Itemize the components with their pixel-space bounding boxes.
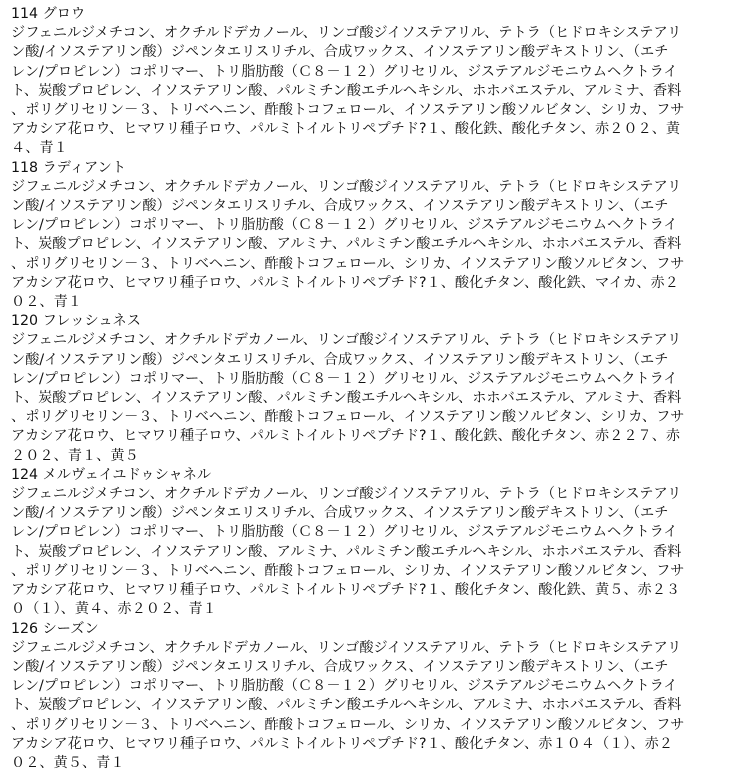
- product-title: 124 メルヴェイユドゥシャネル: [11, 466, 739, 485]
- product-ingredients: ジフェニルジメチコン、オクチルドデカノール、リンゴ酸ジイソステアリル、テトラ（ヒドロキシステアリ ン酸/イソステアリン酸）ジペンタエリスリチル、合成ワックス、イソステアリン酸デキストリン、（エチ レン/プロピレン）コポリマー、トリ脂肪酸（Ｃ８－１２）グリセリル、ジステアルジモニウムヘクトライ ト、炭酸プロピレン、イソステアリン酸、アルミナ、パルミチン酸エチルヘキシル、ホホバエステル、香料 、ポリグリセリン－３、トリベヘニン、酢酸トコフェロール、シリカ、イソステアリン酸ソルビタン、フサ アカシア花ロウ、ヒマワリ種子ロウ、パルミトイルトリペプチド?１、酸化チタン、酸化鉄、黄５、赤２３ ０（１）、黄４、赤２０２、青１: [11, 485, 739, 619]
- product-entry-114: [11, 5, 739, 159]
- product-entry-120: [11, 312, 739, 466]
- product-title: 126 シーズン: [11, 620, 739, 639]
- product-entry-118: [11, 159, 739, 313]
- product-title: 120 フレッシュネス: [11, 312, 739, 331]
- product-ingredients: ジフェニルジメチコン、オクチルドデカノール、リンゴ酸ジイソステアリル、テトラ（ヒドロキシステアリ ン酸/イソステアリン酸）ジペンタエリスリチル、合成ワックス、イソステアリン酸デキストリン、（エチ レン/プロピレン）コポリマー、トリ脂肪酸（Ｃ８－１２）グリセリル、ジステアルジモニウムヘクトライ ト、炭酸プロピレン、イソステアリン酸、パルミチン酸エチルヘキシル、アルミナ、ホホバエステル、香料 、ポリグリセリン－３、トリベヘニン、酢酸トコフェロール、シリカ、イソステアリン酸ソルビタン、フサ アカシア花ロウ、ヒマワリ種子ロウ、パルミトイルトリペプチド?１、酸化チタン、赤１０４（１）、赤２ ０２、黄５、青１: [11, 639, 739, 773]
- product-title: 114 グロウ: [11, 5, 739, 24]
- product-ingredients: ジフェニルジメチコン、オクチルドデカノール、リンゴ酸ジイソステアリル、テトラ（ヒドロキシステアリ ン酸/イソステアリン酸）ジペンタエリスリチル、合成ワックス、イソステアリン酸デキストリン、（エチ レン/プロピレン）コポリマー、トリ脂肪酸（Ｃ８－１２）グリセリル、ジステアルジモニウムヘクトライ ト、炭酸プロピレン、イソステアリン酸、アルミナ、パルミチン酸エチルヘキシル、ホホバエステル、香料 、ポリグリセリン－３、トリベヘニン、酢酸トコフェロール、シリカ、イソステアリン酸ソルビタン、フサ アカシア花ロウ、ヒマワリ種子ロウ、パルミトイルトリペプチド?１、酸化チタン、酸化鉄、マイカ、赤２ ０２、青１: [11, 178, 739, 312]
- ingredients-document: [11, 5, 739, 773]
- product-entry-124: [11, 466, 739, 620]
- product-ingredients: ジフェニルジメチコン、オクチルドデカノール、リンゴ酸ジイソステアリル、テトラ（ヒドロキシステアリ ン酸/イソステアリン酸）ジペンタエリスリチル、合成ワックス、イソステアリン酸デキストリン、（エチ レン/プロピレン）コポリマー、トリ脂肪酸（Ｃ８－１２）グリセリル、ジステアルジモニウムヘクトライ ト、炭酸プロピレン、イソステアリン酸、パルミチン酸エチルヘキシル、ホホバエステル、アルミナ、香料 、ポリグリセリン－３、トリベヘニン、酢酸トコフェロール、イソステアリン酸ソルビタン、シリカ、フサ アカシア花ロウ、ヒマワリ種子ロウ、パルミトイルトリペプチド?１、酸化鉄、酸化チタン、赤２０２、黄 ４、青１: [11, 24, 739, 158]
- product-ingredients: ジフェニルジメチコン、オクチルドデカノール、リンゴ酸ジイソステアリル、テトラ（ヒドロキシステアリ ン酸/イソステアリン酸）ジペンタエリスリチル、合成ワックス、イソステアリン酸デキストリン、（エチ レン/プロピレン）コポリマー、トリ脂肪酸（Ｃ８－１２）グリセリル、ジステアルジモニウムヘクトライ ト、炭酸プロピレン、イソステアリン酸、パルミチン酸エチルヘキシル、ホホバエステル、アルミナ、香料 、ポリグリセリン－３、トリベヘニン、酢酸トコフェロール、イソステアリン酸ソルビタン、シリカ、フサ アカシア花ロウ、ヒマワリ種子ロウ、パルミトイルトリペプチド?１、酸化鉄、酸化チタン、赤２２７、赤 ２０２、青１、黄５: [11, 331, 739, 465]
- product-title: 118 ラディアント: [11, 159, 739, 178]
